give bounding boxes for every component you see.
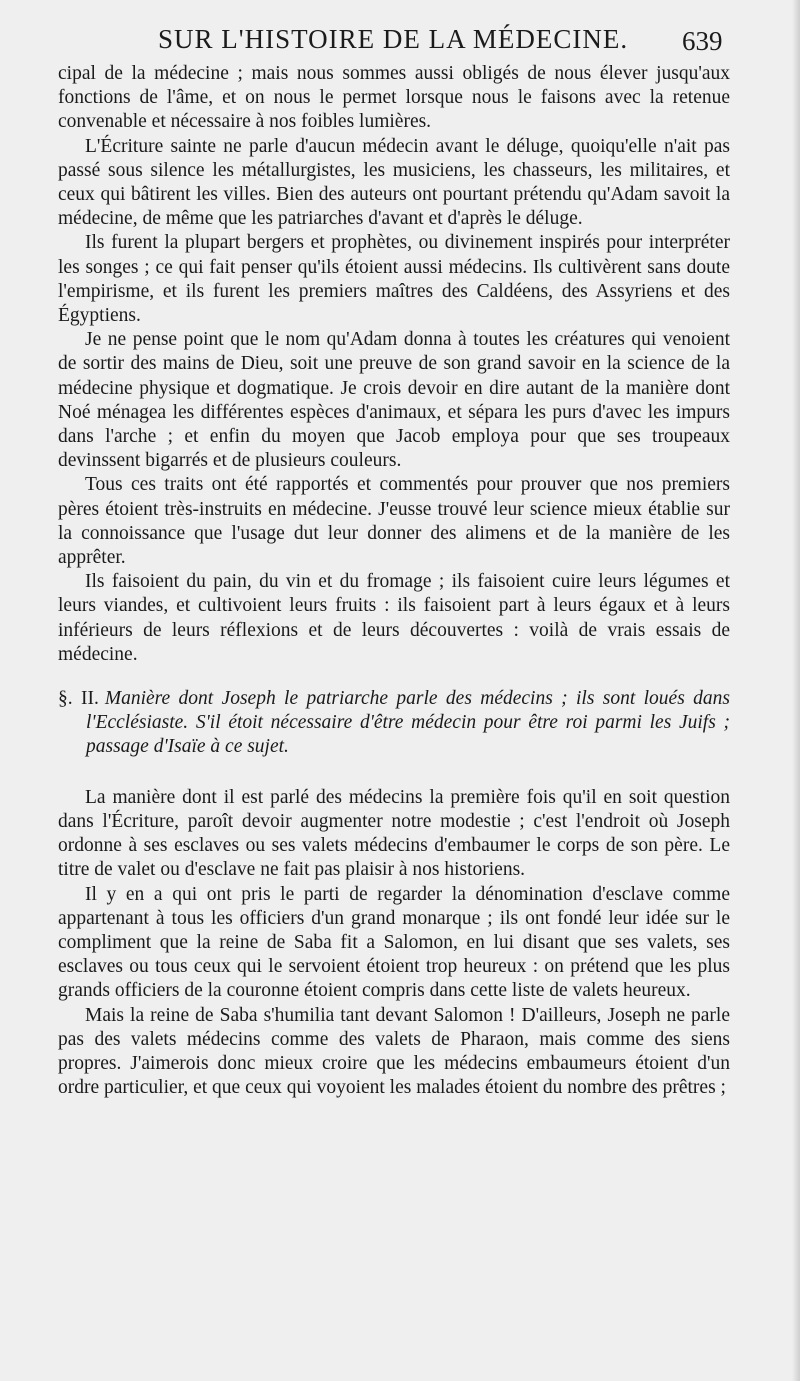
paragraph: Ils faisoient du pain, du vin et du fromage ; ils faisoient cuire leurs légumes et leurs viandes, et cultivoient leurs fruits : ils faisoient part à leurs égaux et à leurs inférieurs de leurs réflexions et de leurs découvertes : voilà de vrais essais de médecine.: [58, 571, 730, 665]
running-title: SUR L'HISTOIRE DE LA MÉDECINE.: [158, 24, 629, 54]
page-number: 639: [682, 26, 723, 56]
page-header: [158, 24, 798, 64]
section-number: §. II.: [58, 688, 99, 710]
paragraph: Il y en a qui ont pris le parti de regarder la dénomination d'esclave comme appartenant à tous les officiers d'un grand monarque ; ils ont fondé leur idée sur le compliment que la reine de Saba fit a Salomon, en lui disant que ses valets, ses esclaves ou tous ceux qui le servoient étoient trop heureux : on prétend que les plus grands officiers de la couronne étoient compris dans cette liste de valets heureux.: [58, 883, 730, 1002]
paragraph: L'Écriture sainte ne parle d'aucun médecin avant le déluge, quoiqu'elle n'ait pas passé sous silence les métallurgistes, les musiciens, les chasseurs, les militaires, et ceux qui bâtirent les villes. Bien des auteurs ont pourtant prétendu qu'Adam savoit la médecine, de même que les patriarches d'avant et d'après le déluge.: [58, 135, 730, 230]
page-body: [58, 62, 730, 1100]
paragraph: Je ne pense point que le nom qu'Adam donna à toutes les créatures qui venoient de sortir des mains de Dieu, soit une preuve de son grand savoir en la science de la médecine physique et dogmatique. Je crois devoir en dire autant de la manière dont Noé ménagea les différentes espèces d'animaux, et sépara les purs d'avec les impurs dans l'arche ; et enfin du moyen que Jacob employa pour que ses troupeaux devinssent bigarrés et de plusieurs couleurs.: [58, 329, 730, 472]
section-title: Manière dont Joseph le patriarche parle des médecins ; ils sont loués dans l'Ecclésiaste. S'il étoit nécessaire d'être médecin pour être roi parmi les Juifs ; passage d'Isaïe à ce sujet.: [86, 688, 730, 758]
paragraph: La manière dont il est parlé des médecins la première fois qu'il en soit question dans l'Écriture, paroît devoir augmenter notre modestie ; c'est l'endroit où Joseph ordonne à ses esclaves ou ses valets médecins d'embaumer le corps de son père. Le titre de valet ou d'esclave ne fait pas plaisir à nos historiens.: [58, 786, 730, 881]
page-edge-shadow: [792, 0, 800, 1381]
paragraph: Ils furent la plupart bergers et prophètes, ou divinement inspirés pour interpréter les songes ; ce qui fait penser qu'ils étoient aussi médecins. Ils cultivèrent sans doute l'empirisme, et ils furent les premiers maîtres des Caldéens, des Assyriens et des Égyptiens.: [58, 232, 730, 327]
paragraph: cipal de la médecine ; mais nous sommes aussi obligés de nous élever jusqu'aux fonctions de l'âme, et on nous le permet lorsque nous le faisons avec la retenue convenable et nécessaire à nos foibles lumières.: [58, 63, 730, 133]
section-heading: [58, 687, 730, 760]
paragraph: Tous ces traits ont été rapportés et commentés pour prouver que nos premiers pères étoient très-instruits en médecine. J'eusse trouvé leur science mieux établie sur la connoissance que l'usage dut leur donner des alimens et de la manière de les apprêter.: [58, 474, 730, 569]
paragraph: Mais la reine de Saba s'humilia tant devant Salomon ! D'ailleurs, Joseph ne parle pas des valets médecins comme des valets de Pharaon, mais comme des siens propres. J'aimerois donc mieux croire que les médecins embaumeurs étoient d'un ordre particulier, et que ceux qui voyoient les malades étoient du nombre des prêtres ;: [58, 1004, 730, 1099]
